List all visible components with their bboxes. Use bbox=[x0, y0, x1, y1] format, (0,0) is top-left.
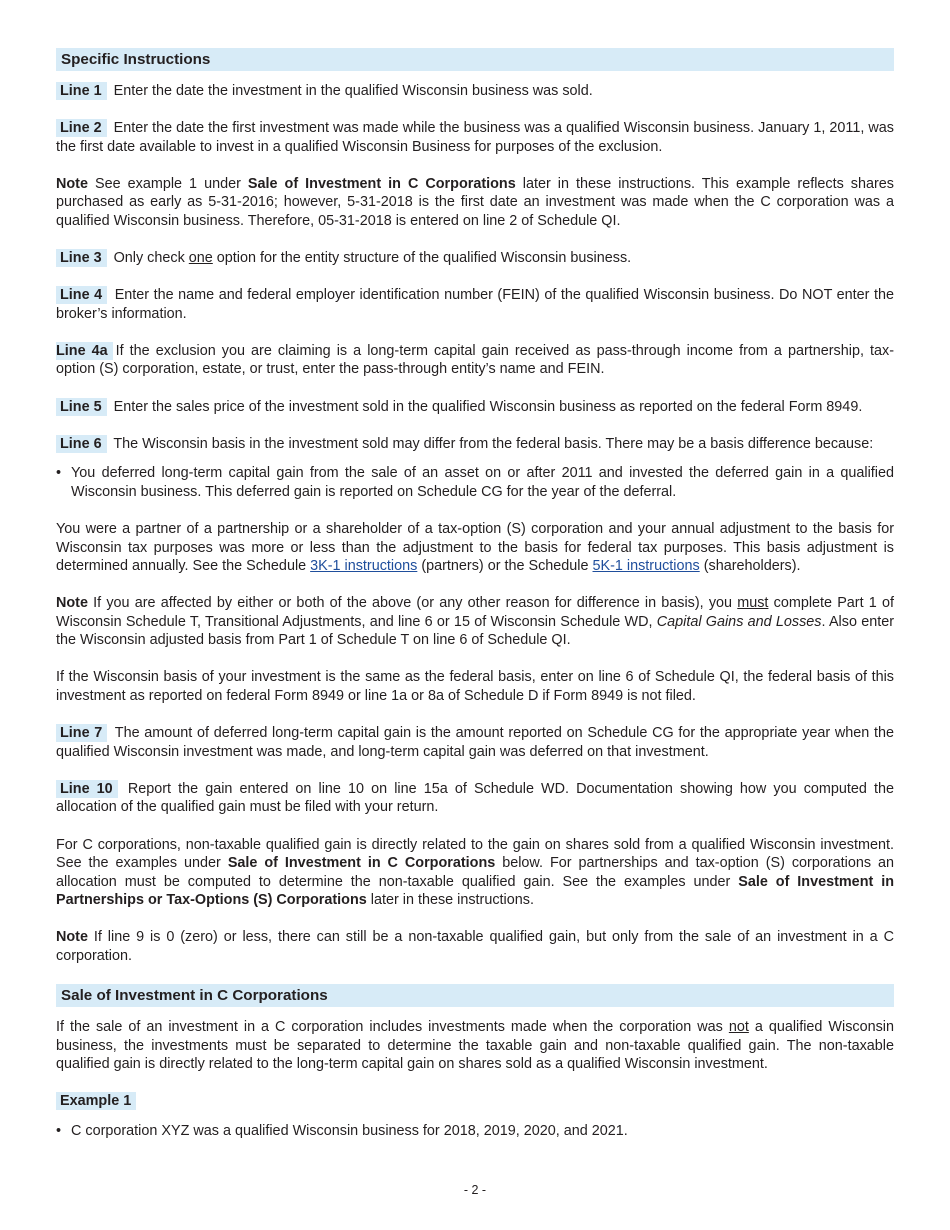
bullet-example-text: C corporation XYZ was a qualified Wisconsin business for 2018, 2019, 2020, and 2021. bbox=[71, 1122, 628, 1139]
line4-label: Line 4 bbox=[56, 286, 107, 304]
line2-text: Enter the date the first investment was made while the business was a qualified Wisconsin business. January 1, 2011, was the first date available to invest in a qualified Wisconsin Business for purposes of the exclusion. bbox=[56, 120, 894, 155]
example1-paragraph bbox=[56, 1092, 894, 1111]
note3-text: If line 9 is 0 (zero) or less, there can still be a non-taxable qualified gain, but only from the sale of an investment in a C corporation. bbox=[56, 929, 894, 964]
note2-italic-title: Capital Gains and Losses bbox=[656, 613, 822, 630]
note2-paragraph bbox=[56, 594, 894, 650]
note2-text-2: complete Part 1 of Wisconsin Schedule T, Transitional Adjustments, and line 6 or 15 of Wisconsin Schedule WD, bbox=[56, 595, 894, 630]
ccorp-text-3: later in these instructions. bbox=[366, 892, 534, 909]
line3-paragraph bbox=[56, 249, 894, 268]
line2-label: Line 2 bbox=[56, 119, 107, 137]
line5-paragraph bbox=[56, 398, 894, 417]
sale-text-2: a qualified Wisconsin business, the investments must be separated to determine the taxable gain and non-taxable qualified gain. The non-taxable qualified gain is directly related to the long-term capital gain on shares sold as a qualified Wisconsin investment. bbox=[56, 1019, 894, 1073]
link-3k1-instructions[interactable]: 3K-1 instructions bbox=[310, 558, 418, 575]
bullet-dot: • bbox=[56, 1122, 62, 1139]
partner-paragraph bbox=[56, 520, 894, 576]
line10-paragraph bbox=[56, 780, 894, 817]
note2-underlined: must bbox=[737, 595, 769, 612]
line7-paragraph bbox=[56, 724, 894, 761]
line3-underlined: one bbox=[188, 250, 213, 267]
line5-text: Enter the sales price of the investment sold in the qualified Wisconsin business as reported on the federal Form 8949. bbox=[113, 398, 863, 415]
example1-label: Example 1 bbox=[56, 1092, 136, 1110]
line3-label: Line 3 bbox=[56, 249, 107, 267]
bullet-deferred-gain bbox=[56, 464, 894, 501]
line1-text: Enter the date the investment in the qualified Wisconsin business was sold. bbox=[113, 83, 593, 99]
sale-of-investment-heading: Sale of Investment in C Corporations bbox=[56, 984, 894, 1007]
note2-text-3: . Also enter the Wisconsin adjusted basis from Part 1 of Schedule T on line 6 of Schedule QI. bbox=[56, 613, 894, 649]
basis-paragraph: If the Wisconsin basis of your investment is the same as the federal basis, enter on line 6 of Schedule QI, the federal basis of this investment as reported on federal Form 8949 or line 1a or 8a of Schedule D if Form 8949 is not filed. bbox=[56, 669, 894, 705]
partner-text-1: You were a partner of a partnership or a shareholder of a tax-option (S) corporation and your annual adjustment to the basis for Wisconsin tax purposes was more or less than the adjustment to the basis for federal tax purposes. This basis adjustment is determined annually. See the Schedule bbox=[56, 520, 894, 575]
line3-text-2: option for the entity structure of the qualified Wisconsin business. bbox=[212, 250, 632, 267]
ccorp-text-2: below. For partnerships and tax-option (S) corporations an allocation must be computed to determine the non-taxable qualified gain. See the examples under bbox=[56, 855, 895, 890]
line6-label: Line 6 bbox=[56, 435, 107, 453]
bullet-deferred-text: You deferred long-term capital gain from the sale of an asset on or after 2011 and invested the deferred gain in a qualified Wisconsin business. This deferred gain is reported on Schedule CG for the year of the deferral. bbox=[71, 465, 894, 500]
note2-text-1: If you are affected by either or both of the above (or any other reason for difference in basis), you bbox=[87, 595, 738, 612]
ccorp-text-1: For C corporations, non-taxable qualified gain is directly related to the gain on shares sold from a qualified Wisconsin investment. See the examples under bbox=[56, 836, 894, 872]
link-5k1-instructions[interactable]: 5K-1 instructions bbox=[592, 558, 700, 575]
note2-label: Note bbox=[56, 595, 88, 612]
note1-bold-ref: Sale of Investment in C Corporations bbox=[247, 175, 516, 192]
line4a-label: Line 4a bbox=[56, 342, 113, 360]
line4-paragraph bbox=[56, 286, 894, 323]
specific-instructions-heading: Specific Instructions bbox=[56, 48, 894, 71]
line7-text: The amount of deferred long-term capital gain is the amount reported on Schedule CG for the appropriate year when the qualified Wisconsin investment was made, and long-term capital gain was deferred on that investment. bbox=[56, 725, 894, 760]
line2-paragraph bbox=[56, 119, 894, 156]
line5-label: Line 5 bbox=[56, 398, 107, 416]
sale-underlined: not bbox=[728, 1019, 749, 1036]
line1-paragraph bbox=[56, 82, 894, 101]
page-number: - 2 - bbox=[463, 1183, 487, 1197]
ccorp-bold-1: Sale of Investment in C Corporations bbox=[227, 855, 496, 872]
line4-text: Enter the name and federal employer identification number (FEIN) of the qualified Wisconsin business. Do NOT enter the broker’s information. bbox=[56, 287, 894, 322]
note1-paragraph bbox=[56, 175, 894, 231]
note1-text-1: See example 1 under bbox=[87, 175, 248, 192]
ccorp-bold-2: Sale of Investment in Partnerships or Tax-Options (S) Corporations bbox=[56, 873, 894, 909]
line4a-text: If the exclusion you are claiming is a long-term capital gain received as pass-through income from a partnership, tax-option (S) corporation, estate, or trust, enter the pass-through entity’s name and FEIN. bbox=[56, 342, 894, 378]
line7-label: Line 7 bbox=[56, 724, 107, 742]
line6-paragraph bbox=[56, 435, 894, 454]
note1-label: Note bbox=[56, 175, 88, 192]
line3-text-1: Only check bbox=[113, 250, 189, 267]
sale-paragraph bbox=[56, 1018, 894, 1074]
line10-label: Line 10 bbox=[56, 780, 118, 798]
bullet-example bbox=[56, 1122, 894, 1141]
partner-text-2: (partners) or the Schedule bbox=[417, 558, 593, 575]
sale-text-1: If the sale of an investment in a C corporation includes investments made when the corporation was bbox=[56, 1019, 729, 1036]
bullet-dot: • bbox=[56, 465, 62, 482]
note3-label: Note bbox=[56, 929, 88, 946]
note1-text-2: later in these instructions. This example reflects shares purchased as early as 5-31-2016; however, 5-31-2018 is the first date an investment was made when the C corporation was a qualified Wisconsin business. Therefore, 05-31-2018 is entered on line 2 of Schedule QI. bbox=[56, 175, 894, 229]
instructions-page bbox=[56, 48, 894, 1141]
line6-text: The Wisconsin basis in the investment sold may differ from the federal basis. There may be a basis difference because: bbox=[113, 435, 874, 452]
note3-paragraph bbox=[56, 928, 894, 965]
line4a-paragraph bbox=[56, 342, 894, 379]
ccorp-paragraph bbox=[56, 836, 894, 910]
line1-label: Line 1 bbox=[56, 82, 107, 100]
partner-text-3: (shareholders). bbox=[699, 558, 801, 575]
line10-text: Report the gain entered on line 10 on line 15a of Schedule WD. Documentation showing how you computed the allocation of the qualified gain must be filed with your return. bbox=[56, 780, 895, 816]
